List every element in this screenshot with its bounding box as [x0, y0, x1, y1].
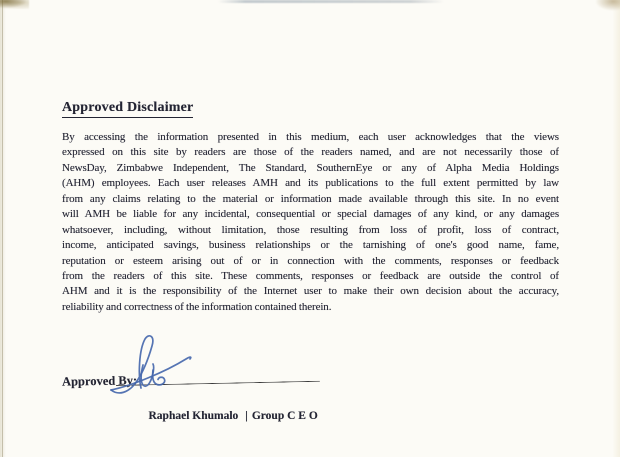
- paragraph-line: reputation or esteem arising out of or in connection with the comments, responses or feedback: [62, 254, 559, 267]
- scan-streak-top: [218, 0, 444, 3]
- paragraph-line: from any claims relating to the material or information made available through this site. In no event: [62, 192, 559, 205]
- paragraph-line: whatsoever, including, without limitation, those resulting from loss of profit, loss of contract,: [62, 223, 559, 236]
- signature-icon: [95, 332, 245, 396]
- paragraph-line: By accessing the information presented in this medium, each user acknowledges that the views: [62, 131, 559, 143]
- paragraph-line: AHM and it is the responsibility of the Internet user to make their own decision about the accuracy,: [62, 285, 559, 298]
- scan-smudge-top-right: [595, 0, 620, 11]
- paragraph-line: from the readers of this site. These comments, responses or feedback are outside the control of: [62, 269, 559, 282]
- document-heading: Approved Disclaimer: [62, 100, 193, 118]
- paragraph-line: expressed on this site by readers are those of the readers named, and are not necessarily those of: [62, 146, 559, 159]
- paragraph-line: (AHM) employees. Each user releases AMH and its publications to the full extent permitted by law: [62, 177, 559, 190]
- disclaimer-paragraph: [62, 130, 559, 315]
- signatory-title: Group C E O: [251, 410, 318, 422]
- scan-smudge-top-left: [0, 0, 29, 9]
- paragraph-line: reliability and correctness of the information contained therein.: [62, 300, 332, 313]
- signatory-name: [137, 398, 318, 434]
- signatory-separator: |: [245, 410, 248, 422]
- approved-by-label: Approved By:: [61, 373, 138, 389]
- page-edge-line-left: [2, 0, 3, 457]
- signatory-fullname: Raphael Khumalo: [148, 410, 239, 422]
- paragraph-line: NewsDay, Zimbabwe Independent, The Standard, SouthernEye or any of Alpha Media Holdings: [62, 161, 559, 174]
- paragraph-line: income, anticipated savings, business relationships or the tarnishing of one's good name, fame,: [62, 239, 559, 252]
- paragraph-line: will AMH be liable for any incidental, consequential or special damages of any kind, or any damages: [62, 208, 559, 221]
- page-edge-shadow-right: [611, 0, 620, 457]
